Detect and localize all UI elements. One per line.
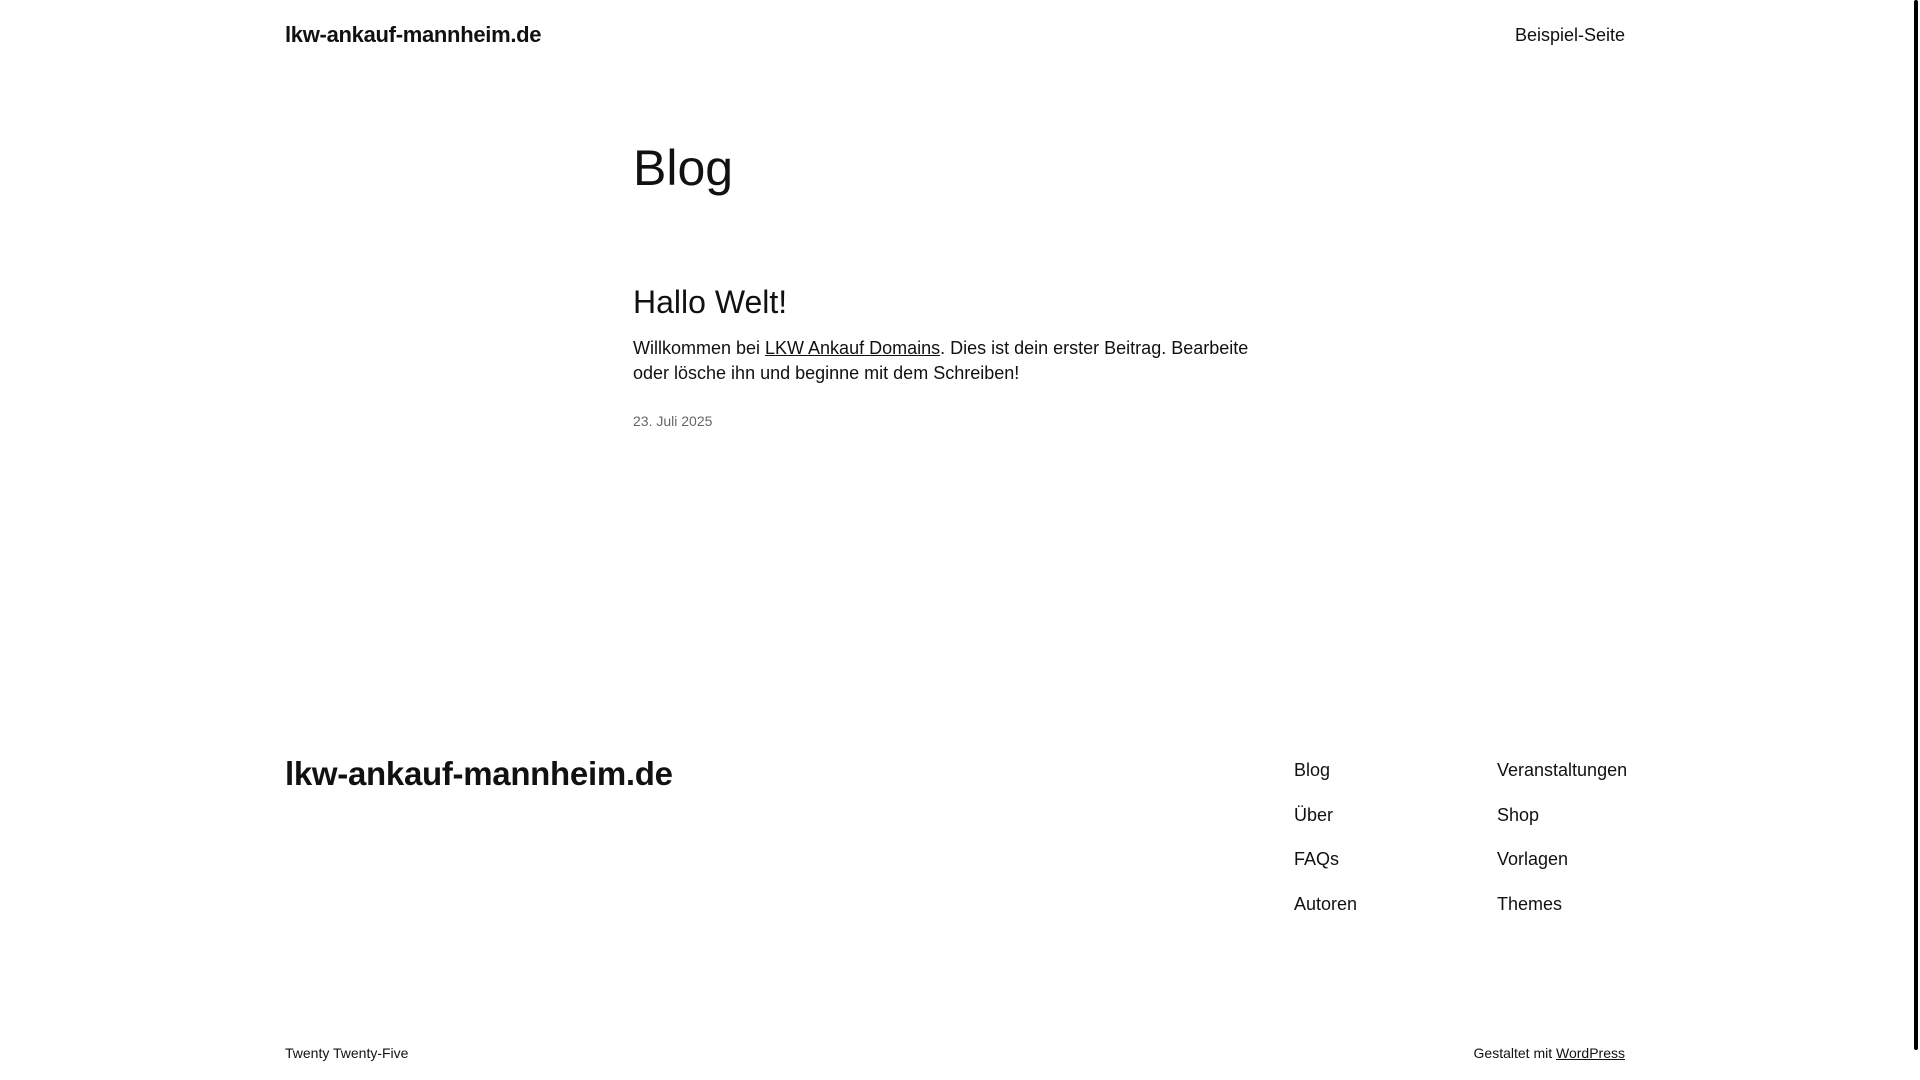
post-date: 23. Juli 2025 (633, 413, 713, 429)
powered-by-prefix: Gestaltet mit (1473, 1045, 1557, 1061)
post-excerpt-text-before: Willkommen bei (633, 338, 766, 358)
post-item (633, 278, 1258, 429)
footer-nav-themes[interactable]: Themes (1497, 893, 1563, 914)
footer-nav-autoren[interactable]: Autoren (1294, 893, 1358, 914)
footer-nav-veranstaltungen[interactable]: Veranstaltungen (1497, 760, 1628, 780)
footer-site-title-link[interactable]: lkw-ankauf-mannheim.de (285, 755, 673, 792)
footer-nav-blog[interactable]: Blog (1294, 760, 1331, 780)
footer-nav-ueber[interactable]: Über (1294, 804, 1334, 825)
scrollbar-thumb[interactable] (1914, 0, 1918, 1050)
post-excerpt (633, 336, 1258, 386)
footer-nav-column-2 (1497, 760, 1627, 938)
post-excerpt-text-after: . Dies ist dein erster Beitrag. Bearbeite oder lösche ihn und beginne mit dem Schreiben! (633, 338, 1249, 383)
footer-nav-column-1 (1294, 760, 1357, 938)
wordpress-link[interactable]: WordPress (1556, 1045, 1625, 1061)
post-title-link[interactable]: Hallo Welt! (633, 284, 788, 320)
theme-credit: Twenty Twenty-Five (285, 1045, 409, 1061)
post-excerpt-link[interactable]: LKW Ankauf Domains (765, 338, 941, 358)
page-title: Blog (633, 140, 734, 196)
powered-by (1474, 1045, 1625, 1061)
site-title-link[interactable]: lkw-ankauf-mannheim.de (285, 22, 542, 47)
footer-nav-vorlagen[interactable]: Vorlagen (1497, 849, 1569, 869)
footer-nav-shop[interactable]: Shop (1497, 804, 1540, 825)
nav-item-beispiel-seite[interactable]: Beispiel-Seite (1514, 25, 1625, 45)
footer-nav-faqs[interactable]: FAQs (1294, 849, 1340, 869)
